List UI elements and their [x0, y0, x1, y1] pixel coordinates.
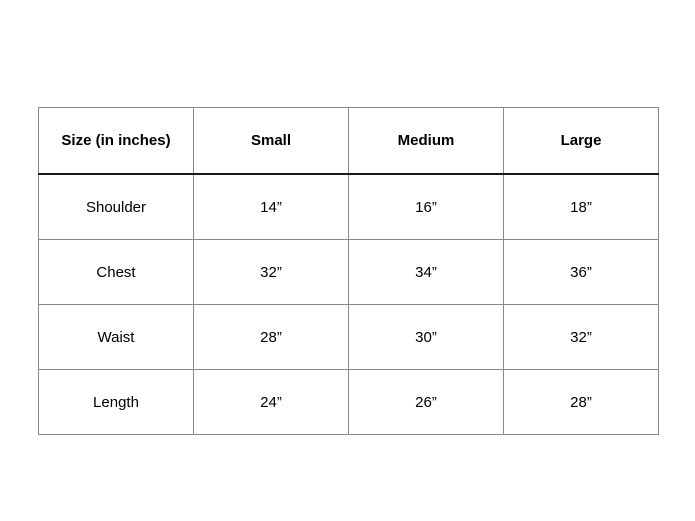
- header-size-label: Size (in inches): [39, 108, 194, 175]
- cell-large: 32”: [504, 305, 659, 370]
- row-label: Chest: [39, 240, 194, 305]
- table-row: [39, 370, 659, 435]
- header-large: Large: [504, 108, 659, 175]
- table-row: [39, 305, 659, 370]
- table-row: [39, 174, 659, 240]
- cell-large: 28”: [504, 370, 659, 435]
- header-medium: Medium: [349, 108, 504, 175]
- cell-medium: 16”: [349, 174, 504, 240]
- cell-medium: 26”: [349, 370, 504, 435]
- table-row: [39, 240, 659, 305]
- cell-medium: 34”: [349, 240, 504, 305]
- header-row: [39, 108, 659, 175]
- table-body: [39, 174, 659, 435]
- cell-large: 18”: [504, 174, 659, 240]
- cell-small: 14”: [194, 174, 349, 240]
- cell-large: 36”: [504, 240, 659, 305]
- cell-small: 32”: [194, 240, 349, 305]
- header-small: Small: [194, 108, 349, 175]
- row-label: Shoulder: [39, 174, 194, 240]
- cell-small: 24”: [194, 370, 349, 435]
- cell-small: 28”: [194, 305, 349, 370]
- row-label: Length: [39, 370, 194, 435]
- size-chart-table: [38, 107, 659, 435]
- row-label: Waist: [39, 305, 194, 370]
- cell-medium: 30”: [349, 305, 504, 370]
- table-header: [39, 108, 659, 175]
